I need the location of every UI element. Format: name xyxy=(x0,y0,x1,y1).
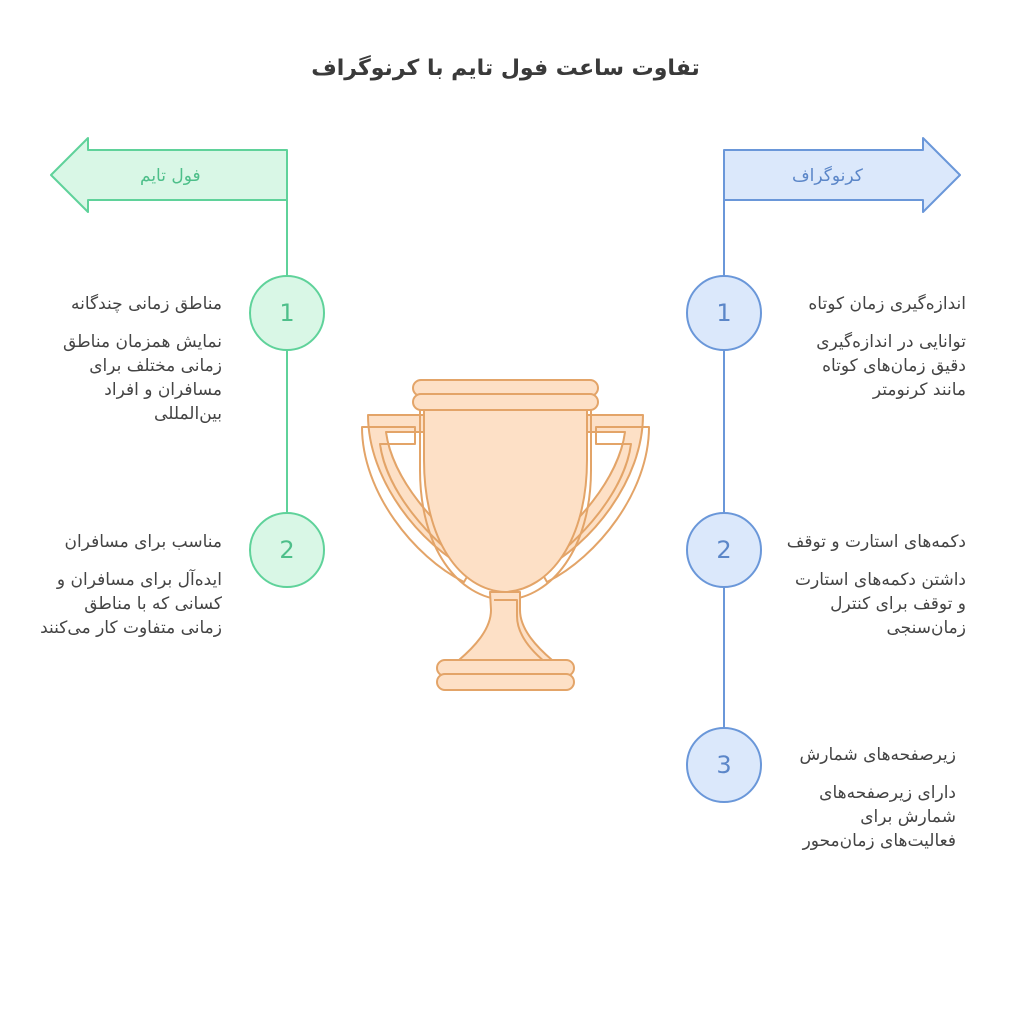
item-desc: ایده‌آل برای مسافران و کسانی که با مناطق زمانی متفاوت کار می‌کنند xyxy=(40,570,222,638)
item-desc: توانایی در اندازه‌گیری دقیق زمان‌های کوتاه مانند کرنومتر xyxy=(816,332,966,400)
right-step-badge-3 xyxy=(686,727,762,803)
badge-number: 3 xyxy=(716,751,732,779)
right-arrow-label: کرنوگراف xyxy=(792,166,863,186)
left-step-badge-2 xyxy=(249,512,325,588)
badge-number: 1 xyxy=(279,299,295,327)
badge-number: 1 xyxy=(716,299,732,327)
badge-number: 2 xyxy=(716,536,732,564)
item-desc: داشتن دکمه‌های استارت و توقف برای کنترل زمان‌سنجی xyxy=(795,570,966,638)
item-title: مناطق زمانی چندگانه xyxy=(70,294,222,314)
right-step-badge-2 xyxy=(686,512,762,588)
page-title: تفاوت ساعت فول تایم با کرنوگراف xyxy=(311,56,700,81)
item-title: دکمه‌های استارت و توقف xyxy=(786,532,966,552)
item-title: مناسب برای مسافران xyxy=(64,532,222,552)
right-item-1 xyxy=(786,292,966,402)
left-item-1 xyxy=(60,292,222,426)
right-item-2 xyxy=(786,530,966,640)
item-desc: دارای زیرصفحه‌های شمارش برای فعالیت‌های زمان‌محور xyxy=(802,783,956,851)
left-arrow-label: فول تایم xyxy=(140,166,201,186)
right-step-badge-1 xyxy=(686,275,762,351)
left-item-2 xyxy=(40,530,222,640)
trophy-icon xyxy=(362,380,649,690)
item-desc: نمایش همزمان مناطق زمانی مختلف برای مسافران و افراد بین‌المللی xyxy=(62,332,222,424)
right-item-3 xyxy=(786,743,956,853)
left-step-badge-1 xyxy=(249,275,325,351)
badge-number: 2 xyxy=(279,536,295,564)
item-title: زیرصفحه‌های شمارش xyxy=(799,745,956,765)
item-title: اندازه‌گیری زمان کوتاه xyxy=(808,294,966,314)
